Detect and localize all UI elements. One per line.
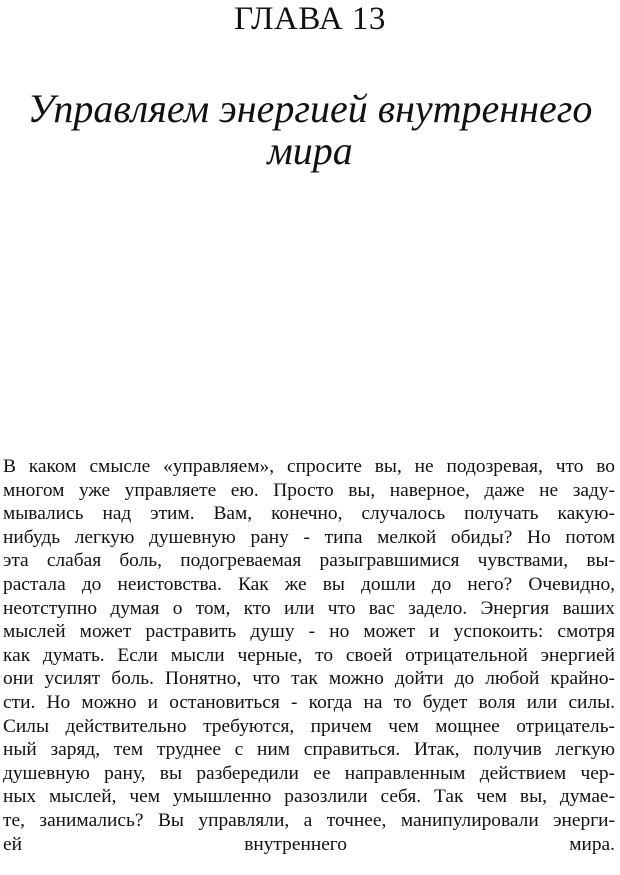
- text-line: они усилят боль. Понятно, что так можно дойти до любой крайно-: [3, 668, 615, 690]
- text-line: многом уже управляете ею. Просто вы, наверное, даже не заду-: [3, 479, 615, 501]
- chapter-heading: ГЛАВА 13: [234, 1, 386, 37]
- text-line: сти. Но можно и остановиться - когда на то будет воля или силы.: [3, 691, 615, 713]
- chapter-title-line-2: мира: [267, 128, 353, 173]
- text-line: душевную рану, вы разбередили ее направленным действием чер-: [3, 762, 615, 784]
- text-line: ей внутреннего мира.: [3, 833, 615, 855]
- text-line: ных мыслей, чем умышленно разозлили себя. Так чем вы, думае-: [3, 786, 615, 808]
- text-line: эта слабая боль, подогреваемая разыгравшимися чувствами, вы-: [3, 550, 615, 572]
- text-line: ный заряд, тем труднее с ним справиться. Итак, получив легкую: [3, 739, 615, 761]
- text-line: мыслей может растравить душу - но может и успокоить: смотря: [3, 621, 615, 643]
- text-line: растала до неистовства. Как же вы дошли до него? Очевидно,: [3, 573, 615, 595]
- text-line: неотступно думая о том, кто или что вас задело. Энергия ваших: [3, 597, 615, 619]
- text-line: В каком смысле «управляем», спросите вы, не подозревая, что во: [3, 456, 615, 477]
- chapter-title-line-1: Управляем энергией внутреннего: [27, 86, 593, 131]
- chapter-title: [0, 88, 620, 172]
- text-line: мывались над этим. Вам, конечно, случалось получать какую-: [3, 503, 615, 525]
- text-line: те, занимались? Вы управляли, а точнее, манипулировали энерги-: [3, 809, 615, 831]
- text-line: Силы действительно требуются, причем чем мощнее отрицатель-: [3, 715, 615, 737]
- text-line: нибудь легкую душевную рану - типа мелкой обиды? Но потом: [3, 526, 615, 548]
- text-line: как думать. Если мысли черные, то своей отрицательной энергией: [3, 644, 615, 666]
- body-paragraph: [3, 455, 615, 856]
